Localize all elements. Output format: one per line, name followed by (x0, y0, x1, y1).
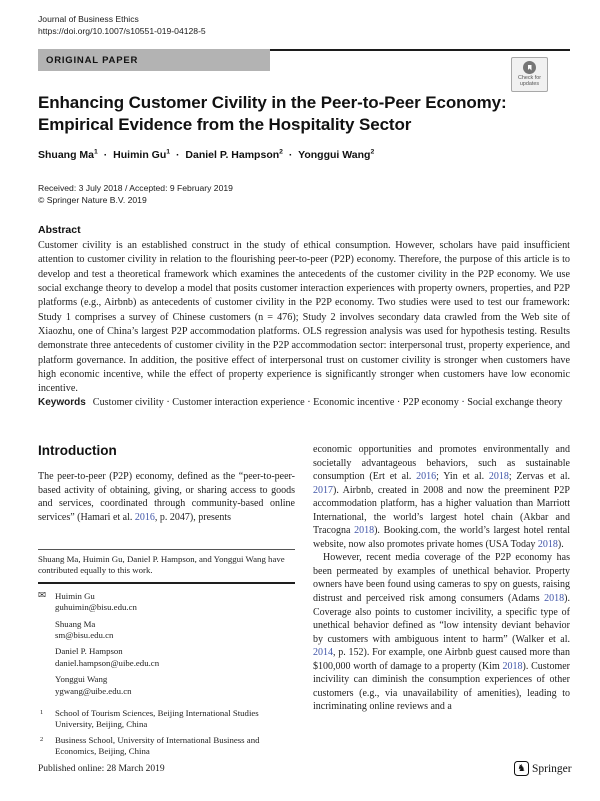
section-heading-introduction: Introduction (38, 443, 117, 458)
contact-name: Shuang Ma (55, 618, 96, 629)
affiliation-number: 1 (40, 708, 44, 716)
springer-logo (514, 761, 572, 776)
article-dates (38, 183, 233, 206)
author-separator: · (175, 149, 180, 161)
author-contact (38, 674, 295, 696)
check-updates-label: Check for updates (517, 75, 542, 88)
paragraph: However, recent media coverage of the P2P economy has been permeated by examples of unethical behavior. Property owners have been found using cameras to spy on guests, raising distrust and perceived risk among consumers (Adams 2018). Coverage also points to customer incivility, a specific type of unethical behavior defined as “low intensity deviant behavior by customers with ambiguous intent to harm” (Walker et al. 2014, p. 152). For example, one Airbnb guest caused more than $100,000 worth of damage to a property (Kim 2018). Customer incivility can diminish the consumption experiences of other customers (e.g., via unavailability of amenities), leading to incriminating online reviews and a (313, 552, 570, 713)
contact-email[interactable]: ygwang@uibe.edu.cn (55, 685, 132, 696)
paper-type-badge (38, 49, 270, 71)
affiliation-number: 2 (40, 736, 44, 744)
paper-type-label: ORIGINAL PAPER (46, 54, 139, 66)
publisher-name: Springer (532, 762, 572, 775)
keywords-line (38, 396, 570, 410)
affiliations-list (38, 708, 295, 758)
journal-header (38, 13, 206, 37)
affiliation (38, 735, 295, 757)
page-title: Enhancing Customer Civility in the Peer-to-Peer Economy: Empirical Evidence from the Hospitality Sector (38, 93, 507, 134)
keywords-label: Keywords (38, 397, 86, 408)
contact-email[interactable]: daniel.hampson@uibe.edu.cn (55, 657, 160, 668)
author-contact (38, 619, 295, 641)
doi-link[interactable]: https://doi.org/10.1007/s10551-019-04128-5 (38, 26, 206, 36)
affiliation-superscript: 1 (94, 148, 98, 156)
authors-line (38, 149, 374, 161)
intro-right-column (313, 443, 570, 714)
published-online-date: Published online: 28 March 2019 (38, 764, 165, 774)
springer-horse-icon: ♞ (514, 761, 529, 776)
affiliation-superscript: 2 (370, 148, 375, 156)
author-contact (38, 646, 295, 668)
abstract-section (38, 224, 570, 397)
affiliation-text: School of Tourism Sciences, Beijing International Studies University, Beijing, China (55, 707, 259, 729)
author: Huimin Gu$^1$ (113, 148, 171, 161)
author-separator: · (103, 149, 108, 161)
abstract-body: Customer civility is an established construct in the study of ethical consumption. However, scholars have paid insufficient attention to customer civility in relation to the flourishing peer-to-peer (P2P) economy. Therefore, the purpose of this article is to develop and test a theoretical framework which examines the antecedents of the customer civility in the P2P economy. We use social exchange theory to develop a model that posits customer interaction experiences with property owners, properties, and P2P platforms (e.g., Airbnb) as antecedents of customer civility in the P2P economy. Two studies were used to test our framework: Study 1 comprises a survey of Chinese customers (n = 476); Study 2 involves secondary data crawled from the Web site of Xiaozhu, one of China’s largest P2P accommodation platforms. OLS regression analysis was used for hypothesis testing. Results demonstrate three antecedents of customer civility in the P2P accommodation sector: interpersonal trust, property experience, and platform governance. In addition, the positive effect of interpersonal trust on customer civility is stronger when customers have high economic incentive, while the effect of property experience is significantly stronger when customers have low economic incentive. (38, 240, 571, 395)
contact-email[interactable]: sm@bisu.edu.cn (55, 629, 114, 640)
abstract-heading: Abstract (38, 224, 81, 236)
equal-contribution-note: Shuang Ma, Huimin Gu, Daniel P. Hampson, and Yonggui Wang have contributed equally to this work. (38, 554, 285, 575)
affiliation-superscript: 2 (279, 148, 283, 156)
bookmark-icon (528, 65, 532, 71)
keywords-text: Customer civility · Customer interaction experience · Economic incentive · P2P economy · Social exchange theory (92, 397, 563, 408)
footnote-rule-thin (38, 549, 295, 550)
envelope-icon: ✉ (38, 589, 46, 601)
author-separator: · (288, 149, 293, 161)
contact-name: Huimin Gu (55, 590, 95, 601)
received-accepted: Received: 3 July 2018 / Accepted: 9 February 2019 (38, 183, 233, 193)
contact-name: Yonggui Wang (55, 674, 108, 685)
journal-name: Journal of Business Ethics (38, 14, 139, 24)
footnote-block (38, 549, 295, 763)
author: Yonggui Wang$^2$ (298, 148, 375, 161)
author: Daniel P. Hampson$^2$ (185, 148, 283, 161)
intro-left-column: The peer-to-peer (P2P) economy, defined as the “peer-to-peer-based activity of obtaining, giving, or sharing access to goods and services, coordinated through community-based online services” (Hamari et al. 2016, p. 2047), presents (38, 471, 295, 523)
affiliation-superscript: 1 (166, 148, 171, 156)
contact-email[interactable]: guhuimin@bisu.edu.cn (55, 601, 137, 612)
affiliation-text: Business School, University of International Business and Economics, Beijing, China (55, 735, 260, 757)
copyright-line: © Springer Nature B.V. 2019 (38, 194, 147, 205)
affiliation (38, 708, 295, 730)
check-for-updates-button[interactable] (511, 57, 548, 92)
corresponding-author-contact (38, 591, 295, 613)
contact-name: Daniel P. Hampson (55, 646, 123, 657)
author: Shuang Ma$^1$ (38, 148, 98, 161)
crossmark-icon (523, 61, 536, 74)
paragraph: economic opportunities and promotes environmentally and societally advantageous behaviors, such as sustainable consumption (Ert et al. 2016; Yin et al. 2018; Zervas et al. 2017). Airbnb, created in 2008 and now the preeminent P2P accommodation platform, has a higher valuation than Marriott International, the world’s largest hotel chain (Akbar and Tracogna 2018). Booking.com, the world’s largest hotel rental website, now also promotes private homes (USA Today 2018). (313, 444, 571, 550)
footnote-rule-thick (38, 582, 295, 584)
